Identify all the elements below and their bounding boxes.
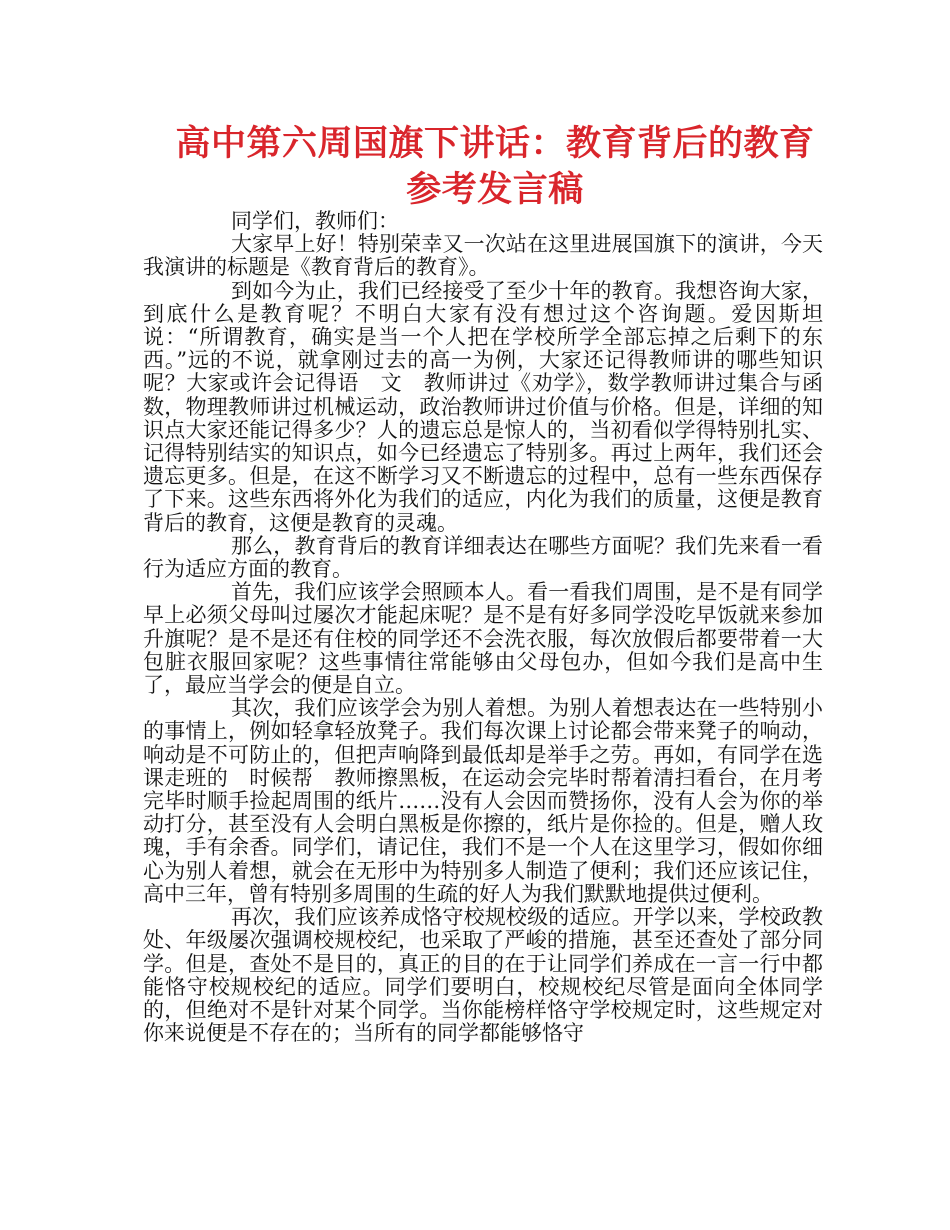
document-title-line-1: 高中第六周国旗下讲话：教育背后的教育 bbox=[175, 124, 815, 164]
document-title-line-2: 参考发言稿 bbox=[406, 170, 584, 210]
paragraph-second-point: 其次，我们应该学会为别人着想。为别人着想表达在一些特别小的事情上，例如轻拿轻放凳子。我们每次课上讨论都会带来凳子的响动，响动是不可防止的，但把声响降到最低却是举手之劳。再如，有同学在选课走班的 时候帮 教师擦黑板，在运动会完毕时帮着清扫看台，在月考完毕时顺手捡起周围的纸片……没有人会因而赞扬你，没有人会为你的举动打分，甚至没有人会明白黑板是你擦的，纸片是你捡的。但是，赠人玫瑰，手有余香。同学们，请记住，我们不是一个人在这里学习，假如你细心为别人着想，就会在无形中为特别多人制造了便利；我们还应该记住，高中三年，曾有特别多周围的生疏的好人为我们默默地提供过便利。 bbox=[143, 696, 823, 906]
paragraph-transition: 那么，教育背后的教育详细表达在哪些方面呢？我们先来看一看行为适应方面的教育。 bbox=[143, 533, 823, 582]
paragraph-salutation: 同学们，教师们： bbox=[231, 209, 399, 233]
paragraph-greeting: 大家早上好！特别荣幸又一次站在这里进展国旗下的演讲，今天我演讲的标题是《教育背后的教育》。 bbox=[143, 232, 823, 280]
document-body bbox=[143, 210, 823, 1045]
paragraph-what-is-education: 到如今为止，我们已经接受了至少十年的教育。我想咨询大家，到底什么是教育呢？不明白大家有没有想过这个咨询题。爱因斯坦说：“所谓教育，确实是当一个人把在学校所学全部忘掉之后剩下的东西。”远的不说，就拿刚过去的高一为例，大家还记得教师讲的哪些知识呢？大家或许会记得语 文 教师讲过《劝学》，数学教师讲过集合与函数，物理教师讲过机械运动，政治教师讲过价值与价格。但是，详细的知识点大家还能记得多少？人的遗忘总是惊人的，当初看似学得特别扎实、记得特别结实的知识点，如今已经遗忘了特别多。再过上两年，我们还会遗忘更多。但是，在这不断学习又不断遗忘的过程中，总有一些东西保存了下来。这些东西将外化为我们的适应，内化为我们的质量，这便是教育背后的教育，这便是教育的灵魂。 bbox=[143, 278, 823, 535]
paragraph-third-point: 再次，我们应该养成恪守校规校级的适应。开学以来，学校政教处、年级屡次强调校规校纪，也采取了严峻的措施，甚至还查处了部分同学。但是，查处不是目的，真正的目的在于让同学们养成在一言一行中都能恪守校规校纪的适应。同学们要明白，校规校纪尽管是面向全体同学的，但绝对不是针对某个同学。当你能榜样恪守学校规定时，这些规定对你来说便是不存在的；当所有的同学都能够恪守 bbox=[143, 905, 823, 1046]
paragraph-first-point: 首先，我们应该学会照顾本人。看一看我们周围，是不是有同学早上必须父母叫过屡次才能起床呢？是不是有好多同学没吃早饭就来参加升旗呢？是不是还有住校的同学还不会洗衣服，每次放假后都要带着一大包脏衣服回家呢？这些事情往常能够由父母包办，但如今我们是高中生了，最应当学会的便是自立。 bbox=[143, 580, 823, 698]
